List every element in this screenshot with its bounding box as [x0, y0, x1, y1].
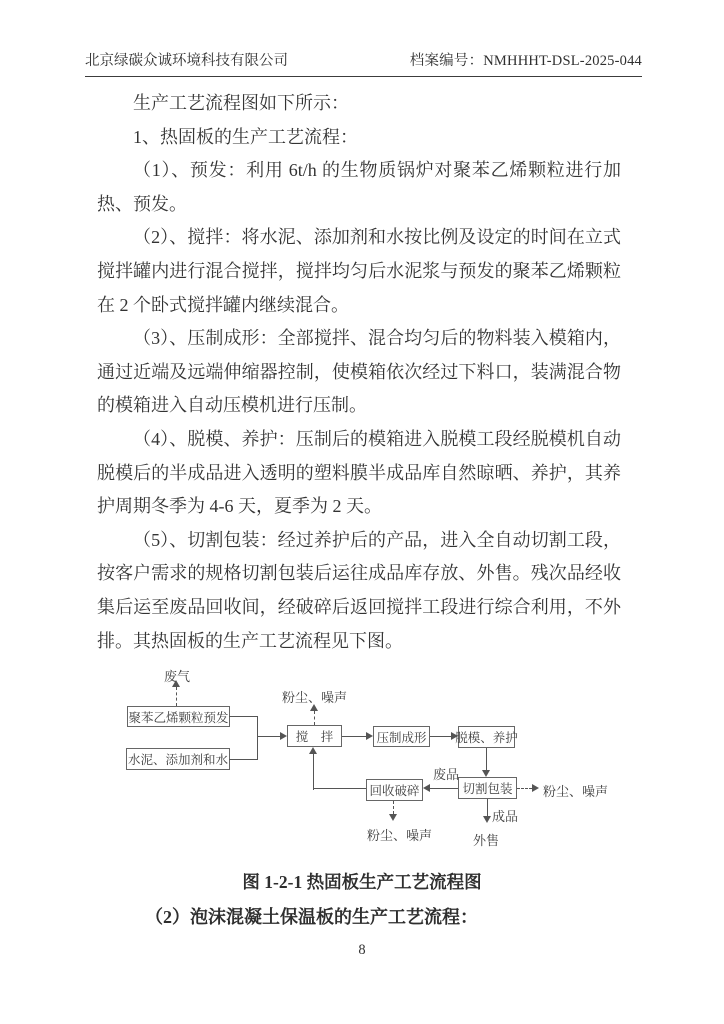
connector-cutting-to-recycling	[430, 788, 458, 789]
flow-node-mixing: 搅 拌	[287, 725, 342, 747]
connector-mixing-to-pressing	[342, 736, 367, 737]
flow-label-waste-product: 废品	[433, 767, 460, 782]
connector-pre-to-waste-gas	[176, 687, 177, 706]
figure-caption: 图 1-2-1 热固板生产工艺流程图	[242, 872, 482, 892]
arrowhead-into-pressing	[366, 732, 373, 740]
connector-demolding-to-cutting	[486, 748, 487, 771]
company-name: 北京绿碳众诚环境科技有限公司	[85, 53, 288, 69]
flow-node-demolding-curing: 脱模、养护	[458, 726, 515, 748]
arrowhead-dust-noise-recycling	[389, 814, 397, 821]
page-header	[85, 49, 642, 77]
connector-merge-vertical	[257, 716, 258, 760]
arrowhead-into-sale	[483, 816, 491, 823]
flow-node-pre-expansion: 聚苯乙烯颗粒预发	[127, 706, 230, 727]
connector-mixing-to-dust-noise	[314, 711, 315, 725]
process-flowchart	[0, 660, 724, 860]
connector-recycling-feedback-vertical	[313, 754, 314, 790]
arrowhead-into-cutting	[482, 770, 490, 777]
paragraph-step-2: （2）、搅拌：将水泥、添加剂和水按比例及设定的时间在立式搅拌罐内进行混合搅拌，搅拌均匀后水泥浆与预发的聚苯乙烯颗粒在 2 个卧式搅拌罐内继续混合。	[97, 227, 621, 315]
connector-recycling-feedback-horizontal	[313, 788, 366, 789]
flow-label-finished-product: 成品	[492, 809, 519, 824]
arrowhead-into-recycling	[423, 784, 430, 792]
paragraph-step-4: （4）、脱模、养护：压制后的模箱进入脱模工段经脱模机自动脱模后的半成品进入透明的塑料膜半成品库自然晾晒、养护，其养护周期冬季为 4-6 天，夏季为 2 天。	[97, 428, 621, 517]
flow-node-cutting-packing: 切割包装	[458, 777, 517, 799]
archive-number: 档案编号：NMHHHT-DSL-2025-044	[409, 53, 642, 69]
arrowhead-feedback-into-mixing	[309, 747, 317, 754]
paragraph-step-1: （1）、预发：利用 6t/h 的生物质锅炉对聚苯乙烯颗粒进行加热、预发。	[97, 160, 621, 214]
flow-label-dust-noise-recycling: 粉尘、噪声	[367, 828, 433, 843]
connector-cutting-to-sale	[487, 799, 488, 816]
arrowhead-waste-gas	[172, 680, 180, 687]
paragraph-step-3: （3）、压制成形：全部搅拌、混合均匀后的物料装入模箱内，通过近端及远端伸缩器控制，使模箱依次经过下料口，装满混合物的模箱进入自动压模机进行压制。	[97, 328, 621, 416]
connector-merge-to-mixing	[257, 736, 281, 737]
connector-pre-out	[229, 716, 258, 717]
connector-cutting-to-dust-noise	[517, 788, 532, 789]
flow-label-dust-noise-mixing: 粉尘、噪声	[282, 690, 348, 705]
connector-recycling-to-dust-noise	[393, 801, 394, 814]
page-number: 8	[358, 942, 366, 958]
paragraph-step-5: （5）、切割包装：经过养护后的产品，进入全自动切割工段，按客户需求的规格切割包装后运往成品库存放、外售。残次品经收集后运至废品回收间，经破碎后返回搅拌工段进行综合利用，不外排。其热固板的生产工艺流程见下图。	[97, 529, 621, 651]
flow-label-dust-noise-cutting: 粉尘、噪声	[543, 784, 609, 799]
arrowhead-into-mixing	[280, 732, 287, 740]
flow-node-recycling-crushing: 回收破碎	[366, 779, 423, 801]
paragraph-section-1: 1、热固板的生产工艺流程：	[133, 126, 358, 147]
connector-cement-out	[229, 759, 258, 760]
arrowhead-into-demolding	[451, 732, 458, 740]
arrowhead-dust-noise-mixing	[310, 704, 318, 711]
connector-pressing-to-demolding	[430, 736, 452, 737]
flow-node-pressing: 压制成形	[373, 726, 430, 747]
arrowhead-dust-noise-cutting	[532, 784, 539, 792]
flow-node-cement-additive-water: 水泥、添加剂和水	[126, 748, 230, 770]
flow-label-waste-gas: 废气	[164, 669, 191, 684]
flow-label-external-sale: 外售	[473, 833, 500, 848]
section-heading: （2）泡沫混凝土保温板的生产工艺流程：	[145, 907, 478, 927]
paragraph-intro: 生产工艺流程图如下所示：	[133, 93, 349, 113]
body-text	[97, 87, 621, 658]
